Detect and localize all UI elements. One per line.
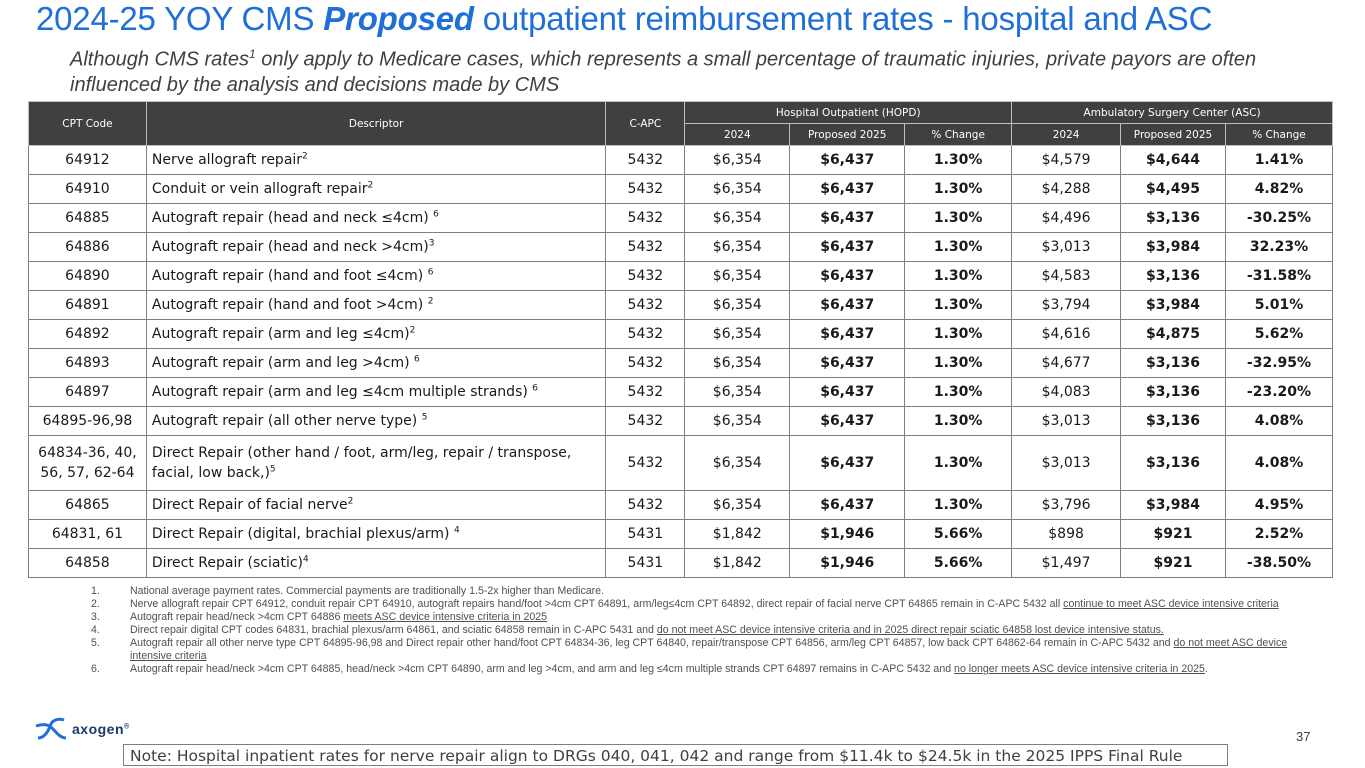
hopd-change-cell: 1.30% [905, 262, 1012, 291]
asc-2024-cell: $4,083 [1012, 378, 1121, 407]
asc-proposed-cell: $921 [1121, 520, 1226, 549]
hopd-proposed-cell: $6,437 [790, 436, 905, 491]
footnote: 3. Autograft repair head/neck >4cm CPT 64886 meets ASC device intensive criteria in 2025 [91, 611, 548, 623]
cpt-code-cell: 64865 [29, 491, 147, 520]
cpt-code-cell: 64890 [29, 262, 147, 291]
hopd-2024-cell: $6,354 [685, 146, 790, 175]
descriptor-cell: Direct Repair (sciatic)$^4$ [146, 549, 605, 578]
hopd-proposed-cell: $6,437 [790, 204, 905, 233]
table-row [29, 291, 1333, 320]
asc-2024-cell: $3,013 [1012, 233, 1121, 262]
asc-change-cell: 5.62% [1225, 320, 1332, 349]
hopd-proposed-cell: $6,437 [790, 175, 905, 204]
asc-2024-cell: $4,677 [1012, 349, 1121, 378]
c-apc-cell: 5431 [606, 520, 685, 549]
hopd-change-cell: 1.30% [905, 175, 1012, 204]
hopd-2024-cell: $6,354 [685, 262, 790, 291]
hopd-change-cell: 1.30% [905, 320, 1012, 349]
page-subtitle: Although CMS rates$^1$ only apply to Medicare cases, which represents a small percentage of traumatic injuries, private payors are often influenced by the analysis and decisions made by CMS [70, 47, 1257, 96]
header-hopd-proposed: Proposed 2025 [790, 124, 905, 146]
hopd-change-cell: 1.30% [905, 407, 1012, 436]
asc-2024-cell: $3,013 [1012, 407, 1121, 436]
c-apc-cell: 5432 [606, 320, 685, 349]
asc-2024-cell: $3,796 [1012, 491, 1121, 520]
c-apc-cell: 5432 [606, 407, 685, 436]
footnote: 4. Direct repair digital CPT codes 64831, brachial plexus/arm 64861, and sciatic 64858 remain in C-APC 5431 and do not meet ASC device intensive criteria and in 2025 direct repair sciatic 64858 lost device intensive status. [91, 624, 1164, 636]
footnote: 2. Nerve allograft repair CPT 64912, conduit repair CPT 64910, autograft repairs hand/foot >4cm CPT 64891, arm/leg≤4cm CPT 64892, direct repair of facial nerve CPT 64865 remain in C-APC 5432 all continue to meet ASC device intensive criteria [91, 598, 1279, 610]
table-row [29, 378, 1333, 407]
cpt-code-cell: 64910 [29, 175, 147, 204]
asc-2024-cell: $4,288 [1012, 175, 1121, 204]
footnote: 1. National average payment rates. Commercial payments are traditionally 1.5-2x higher than Medicare. [91, 585, 605, 597]
descriptor-cell: Nerve allograft repair$^2$ [146, 146, 605, 175]
asc-proposed-cell: $3,136 [1121, 378, 1226, 407]
footnote-link[interactable]: continue to meet ASC device intensive criteria [1063, 598, 1279, 610]
hopd-change-cell: 1.30% [905, 233, 1012, 262]
hopd-change-cell: 5.66% [905, 520, 1012, 549]
descriptor-cell: Autograft repair (arm and leg >4cm) $^6$ [146, 349, 605, 378]
hopd-2024-cell: $6,354 [685, 291, 790, 320]
header-asc-change: % Change [1225, 124, 1332, 146]
inpatient-note: Note: Hospital inpatient rates for nerve repair align to DRGs 040, 041, 042 and range from $11.4k to $24.5k in the 2025 IPPS Final Rule [123, 744, 1228, 766]
table-row [29, 549, 1333, 578]
c-apc-cell: 5432 [606, 146, 685, 175]
table-row [29, 175, 1333, 204]
hopd-proposed-cell: $6,437 [790, 320, 905, 349]
hopd-2024-cell: $1,842 [685, 520, 790, 549]
c-apc-cell: 5431 [606, 549, 685, 578]
table-row [29, 233, 1333, 262]
asc-2024-cell: $3,013 [1012, 436, 1121, 491]
hopd-2024-cell: $6,354 [685, 407, 790, 436]
table-row [29, 491, 1333, 520]
page-title: 2024-25 YOY CMS Proposed outpatient reimbursement rates - hospital and ASC [36, 0, 1213, 37]
hopd-proposed-cell: $1,946 [790, 549, 905, 578]
hopd-change-cell: 1.30% [905, 349, 1012, 378]
cpt-code-cell: 64892 [29, 320, 147, 349]
rates-table [28, 101, 1333, 578]
table-row [29, 407, 1333, 436]
table-row [29, 320, 1333, 349]
header-asc-2024: 2024 [1012, 124, 1121, 146]
hopd-proposed-cell: $6,437 [790, 349, 905, 378]
asc-proposed-cell: $3,984 [1121, 233, 1226, 262]
hopd-2024-cell: $1,842 [685, 549, 790, 578]
descriptor-cell: Autograft repair (arm and leg ≤4cm)$^2$ [146, 320, 605, 349]
asc-proposed-cell: $3,136 [1121, 349, 1226, 378]
table-row [29, 520, 1333, 549]
cpt-code-cell: 64893 [29, 349, 147, 378]
cpt-code-cell: 64895-96,98 [29, 407, 147, 436]
asc-2024-cell: $4,616 [1012, 320, 1121, 349]
c-apc-cell: 5432 [606, 262, 685, 291]
cpt-code-cell: 64891 [29, 291, 147, 320]
asc-change-cell: 2.52% [1225, 520, 1332, 549]
asc-change-cell: 5.01% [1225, 291, 1332, 320]
asc-2024-cell: $4,496 [1012, 204, 1121, 233]
asc-proposed-cell: $4,875 [1121, 320, 1226, 349]
table-row [29, 146, 1333, 175]
header-hopd: Hospital Outpatient (HOPD) [685, 102, 1012, 124]
table-row [29, 349, 1333, 378]
c-apc-cell: 5432 [606, 233, 685, 262]
footnote-link[interactable]: no longer meets ASC device intensive criteria in 2025 [954, 663, 1205, 675]
hopd-2024-cell: $6,354 [685, 378, 790, 407]
asc-2024-cell: $1,497 [1012, 549, 1121, 578]
asc-proposed-cell: $921 [1121, 549, 1226, 578]
asc-proposed-cell: $3,136 [1121, 204, 1226, 233]
asc-change-cell: 4.08% [1225, 436, 1332, 491]
table-row [29, 262, 1333, 291]
asc-change-cell: -38.50% [1225, 549, 1332, 578]
asc-change-cell: 4.95% [1225, 491, 1332, 520]
header-hopd-2024: 2024 [685, 124, 790, 146]
hopd-change-cell: 1.30% [905, 436, 1012, 491]
header-descriptor: Descriptor [146, 102, 605, 146]
hopd-2024-cell: $6,354 [685, 436, 790, 491]
asc-change-cell: 32.23% [1225, 233, 1332, 262]
axogen-logo [34, 714, 130, 744]
hopd-2024-cell: $6,354 [685, 491, 790, 520]
cpt-code-cell: 64897 [29, 378, 147, 407]
asc-2024-cell: $3,794 [1012, 291, 1121, 320]
asc-change-cell: 4.82% [1225, 175, 1332, 204]
asc-change-cell: -32.95% [1225, 349, 1332, 378]
hopd-proposed-cell: $1,946 [790, 520, 905, 549]
header-hopd-change: % Change [905, 124, 1012, 146]
asc-change-cell: -30.25% [1225, 204, 1332, 233]
hopd-proposed-cell: $6,437 [790, 262, 905, 291]
cpt-code-cell: 64831, 61 [29, 520, 147, 549]
header-asc-proposed: Proposed 2025 [1121, 124, 1226, 146]
hopd-2024-cell: $6,354 [685, 320, 790, 349]
c-apc-cell: 5432 [606, 491, 685, 520]
descriptor-cell: Autograft repair (head and neck >4cm)$^3$ [146, 233, 605, 262]
hopd-proposed-cell: $6,437 [790, 378, 905, 407]
hopd-change-cell: 1.30% [905, 291, 1012, 320]
table-row [29, 436, 1333, 491]
asc-proposed-cell: $4,644 [1121, 146, 1226, 175]
hopd-proposed-cell: $6,437 [790, 291, 905, 320]
asc-change-cell: 1.41% [1225, 146, 1332, 175]
asc-proposed-cell: $3,136 [1121, 262, 1226, 291]
hopd-change-cell: 1.30% [905, 378, 1012, 407]
footnotes [91, 585, 1301, 676]
cpt-code-cell: 64885 [29, 204, 147, 233]
cpt-code-cell: 64834-36, 40, 56, 57, 62-64 [29, 436, 147, 491]
footnote-link[interactable]: meets ASC device intensive criteria in 2025 [343, 611, 548, 623]
hopd-proposed-cell: $6,437 [790, 407, 905, 436]
asc-2024-cell: $898 [1012, 520, 1121, 549]
asc-proposed-cell: $3,136 [1121, 407, 1226, 436]
c-apc-cell: 5432 [606, 349, 685, 378]
descriptor-cell: Autograft repair (hand and foot ≤4cm) $^6$ [146, 262, 605, 291]
hopd-2024-cell: $6,354 [685, 233, 790, 262]
table-row [29, 204, 1333, 233]
c-apc-cell: 5432 [606, 378, 685, 407]
footnote: 5. Autograft repair all other nerve type CPT 64895-96,98 and Direct repair other hand/foot CPT 64834-36, leg CPT 64840, repair/transpose CPT 64856, arm/leg CPT 64857, low back CPT 64862-64 remain in C-APC 5432 and do not meet ASC device intensive criteria [91, 637, 1288, 662]
hopd-2024-cell: $6,354 [685, 175, 790, 204]
hopd-proposed-cell: $6,437 [790, 491, 905, 520]
asc-2024-cell: $4,583 [1012, 262, 1121, 291]
hopd-2024-cell: $6,354 [685, 349, 790, 378]
descriptor-cell: Autograft repair (head and neck ≤4cm) $^6$ [146, 204, 605, 233]
cpt-code-cell: 64912 [29, 146, 147, 175]
c-apc-cell: 5432 [606, 175, 685, 204]
asc-2024-cell: $4,579 [1012, 146, 1121, 175]
hopd-proposed-cell: $6,437 [790, 233, 905, 262]
descriptor-cell: Direct Repair (digital, brachial plexus/arm) $^4$ [146, 520, 605, 549]
hopd-change-cell: 1.30% [905, 204, 1012, 233]
asc-change-cell: -31.58% [1225, 262, 1332, 291]
cpt-code-cell: 64886 [29, 233, 147, 262]
asc-proposed-cell: $3,984 [1121, 491, 1226, 520]
cpt-code-cell: 64858 [29, 549, 147, 578]
c-apc-cell: 5432 [606, 291, 685, 320]
asc-change-cell: 4.08% [1225, 407, 1332, 436]
hopd-change-cell: 5.66% [905, 549, 1012, 578]
footnote: 6. Autograft repair head/neck >4cm CPT 64885, head/neck >4cm CPT 64890, arm and leg >4cm, and arm and leg ≤4cm multiple strands CPT 64897 remains in C-APC 5432 and no longer meets ASC device intensive criteria in 2025. [91, 663, 1208, 675]
descriptor-cell: Direct Repair of facial nerve$^2$ [146, 491, 605, 520]
hopd-proposed-cell: $6,437 [790, 146, 905, 175]
c-apc-cell: 5432 [606, 204, 685, 233]
hopd-change-cell: 1.30% [905, 491, 1012, 520]
header-cpt-code: CPT Code [29, 102, 147, 146]
header-c-apc: C-APC [606, 102, 685, 146]
footnote-link[interactable]: do not meet ASC device intensive criteria [130, 637, 1288, 662]
axogen-logo-icon [34, 714, 68, 744]
asc-proposed-cell: $3,984 [1121, 291, 1226, 320]
descriptor-cell: Autograft repair (arm and leg ≤4cm multiple strands) $^6$ [146, 378, 605, 407]
descriptor-cell: Conduit or vein allograft repair$^2$ [146, 175, 605, 204]
page-number: 37 [1296, 729, 1311, 744]
asc-proposed-cell: $4,495 [1121, 175, 1226, 204]
asc-change-cell: -23.20% [1225, 378, 1332, 407]
hopd-2024-cell: $6,354 [685, 204, 790, 233]
footnote-link[interactable]: do not meet ASC device intensive criteria and in 2025 direct repair sciatic 64858 lost device intensive status. [656, 624, 1164, 636]
hopd-change-cell: 1.30% [905, 146, 1012, 175]
axogen-logo-text: axogen® [72, 721, 130, 737]
descriptor-cell: Autograft repair (hand and foot >4cm) $^2$ [146, 291, 605, 320]
descriptor-cell: Autograft repair (all other nerve type) $^5$ [146, 407, 605, 436]
c-apc-cell: 5432 [606, 436, 685, 491]
descriptor-cell: Direct Repair (other hand / foot, arm/leg, repair / transpose, facial, low back,)$^5$ [146, 436, 605, 491]
asc-proposed-cell: $3,136 [1121, 436, 1226, 491]
header-asc: Ambulatory Surgery Center (ASC) [1012, 102, 1333, 124]
